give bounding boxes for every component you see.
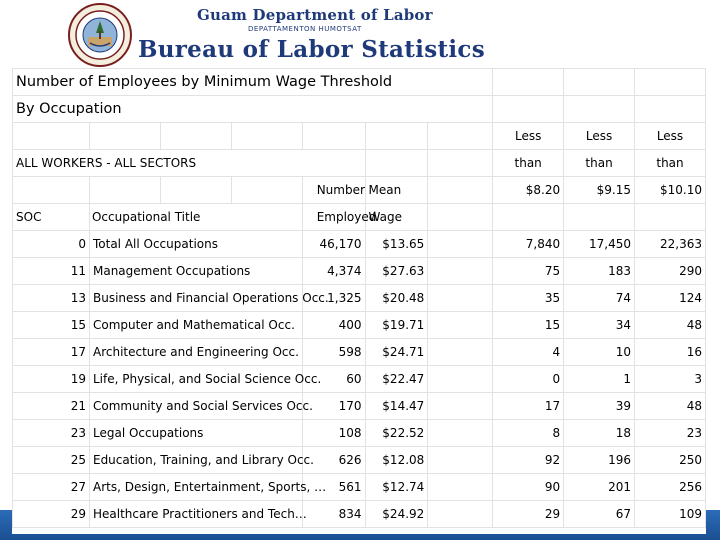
mean-wage: $19.71 [365, 312, 428, 339]
wage-threshold-table [12, 68, 706, 528]
report-title: Number of Employees by Minimum Wage Threshold [13, 69, 493, 96]
table-row [13, 393, 706, 420]
employed-count: 400 [302, 312, 365, 339]
threshold-1: $8.20 [493, 177, 564, 204]
below-threshold-2: 39 [564, 393, 635, 420]
below-threshold-1: 29 [493, 501, 564, 528]
table-row [13, 420, 706, 447]
soc-code: 23 [13, 420, 90, 447]
table-row [13, 366, 706, 393]
spreadsheet [12, 68, 706, 534]
below-threshold-1: 17 [493, 393, 564, 420]
employed-count: 108 [302, 420, 365, 447]
employed-count: 1,325 [302, 285, 365, 312]
column-header-employed: Employed [302, 204, 365, 231]
below-threshold-1: 4 [493, 339, 564, 366]
threshold-3: $10.10 [635, 177, 706, 204]
below-threshold-2: 18 [564, 420, 635, 447]
below-threshold-3: 48 [635, 312, 706, 339]
less-label-3: Less [635, 123, 706, 150]
below-threshold-2: 1 [564, 366, 635, 393]
table-row [13, 231, 706, 258]
column-header-number: Number [302, 177, 365, 204]
than-label-2: than [564, 150, 635, 177]
less-label-1: Less [493, 123, 564, 150]
below-threshold-1: 7,840 [493, 231, 564, 258]
below-threshold-3: 23 [635, 420, 706, 447]
below-threshold-1: 75 [493, 258, 564, 285]
mean-wage: $13.65 [365, 231, 428, 258]
employed-count: 4,374 [302, 258, 365, 285]
occupation-title: Arts, Design, Entertainment, Sports, … [89, 474, 302, 501]
occupation-title: Legal Occupations [89, 420, 302, 447]
mean-wage: $24.71 [365, 339, 428, 366]
below-threshold-2: 34 [564, 312, 635, 339]
below-threshold-1: 0 [493, 366, 564, 393]
column-header-soc: SOC [13, 204, 90, 231]
below-threshold-3: 3 [635, 366, 706, 393]
soc-code: 21 [13, 393, 90, 420]
below-threshold-3: 250 [635, 447, 706, 474]
soc-code: 29 [13, 501, 90, 528]
table-row [13, 501, 706, 528]
employed-count: 60 [302, 366, 365, 393]
mean-wage: $14.47 [365, 393, 428, 420]
occupation-title: Architecture and Engineering Occ. [89, 339, 302, 366]
soc-code: 13 [13, 285, 90, 312]
occupation-title: Management Occupations [89, 258, 302, 285]
below-threshold-2: 10 [564, 339, 635, 366]
employed-count: 170 [302, 393, 365, 420]
org-subtitle: DEPATTAMENTON HUMOTSAT [248, 25, 362, 33]
table-row [13, 312, 706, 339]
soc-code: 25 [13, 447, 90, 474]
employed-count: 598 [302, 339, 365, 366]
table-row [13, 447, 706, 474]
below-threshold-3: 48 [635, 393, 706, 420]
occupation-title: Healthcare Practitioners and Tech… [89, 501, 302, 528]
column-header-mean: Mean [365, 177, 428, 204]
department-seal-icon [68, 3, 132, 67]
table-row [13, 258, 706, 285]
page-header [0, 0, 720, 70]
mean-wage: $22.47 [365, 366, 428, 393]
employed-count: 626 [302, 447, 365, 474]
bureau-name: Bureau of Labor Statistics [138, 36, 485, 63]
below-threshold-3: 109 [635, 501, 706, 528]
table-row [13, 474, 706, 501]
below-threshold-3: 256 [635, 474, 706, 501]
below-threshold-2: 67 [564, 501, 635, 528]
occupation-title: Computer and Mathematical Occ. [89, 312, 302, 339]
soc-code: 0 [13, 231, 90, 258]
table-row [13, 285, 706, 312]
occupation-title: Business and Financial Operations Occ. [89, 285, 302, 312]
below-threshold-2: 201 [564, 474, 635, 501]
than-label-1: than [493, 150, 564, 177]
less-label-2: Less [564, 123, 635, 150]
report-subtitle: By Occupation [13, 96, 493, 123]
mean-wage: $22.52 [365, 420, 428, 447]
below-threshold-1: 90 [493, 474, 564, 501]
employed-count: 834 [302, 501, 365, 528]
below-threshold-1: 92 [493, 447, 564, 474]
soc-code: 19 [13, 366, 90, 393]
occupation-title: Community and Social Services Occ. [89, 393, 302, 420]
mean-wage: $12.74 [365, 474, 428, 501]
soc-code: 11 [13, 258, 90, 285]
org-name: Guam Department of Labor [197, 6, 433, 24]
scope-label: ALL WORKERS - ALL SECTORS [13, 150, 366, 177]
threshold-2: $9.15 [564, 177, 635, 204]
mean-wage: $27.63 [365, 258, 428, 285]
mean-wage: $20.48 [365, 285, 428, 312]
below-threshold-3: 16 [635, 339, 706, 366]
below-threshold-3: 124 [635, 285, 706, 312]
occupation-title: Life, Physical, and Social Science Occ. [89, 366, 302, 393]
below-threshold-1: 35 [493, 285, 564, 312]
below-threshold-2: 17,450 [564, 231, 635, 258]
soc-code: 15 [13, 312, 90, 339]
soc-code: 27 [13, 474, 90, 501]
employed-count: 561 [302, 474, 365, 501]
below-threshold-2: 183 [564, 258, 635, 285]
below-threshold-2: 74 [564, 285, 635, 312]
mean-wage: $24.92 [365, 501, 428, 528]
employed-count: 46,170 [302, 231, 365, 258]
than-label-3: than [635, 150, 706, 177]
column-header-wage: Wage [365, 204, 428, 231]
below-threshold-2: 196 [564, 447, 635, 474]
below-threshold-3: 22,363 [635, 231, 706, 258]
occupation-title: Education, Training, and Library Occ. [89, 447, 302, 474]
below-threshold-1: 15 [493, 312, 564, 339]
below-threshold-1: 8 [493, 420, 564, 447]
soc-code: 17 [13, 339, 90, 366]
column-header-title: Occupational Title [89, 204, 302, 231]
occupation-title: Total All Occupations [89, 231, 302, 258]
below-threshold-3: 290 [635, 258, 706, 285]
table-row [13, 339, 706, 366]
mean-wage: $12.08 [365, 447, 428, 474]
